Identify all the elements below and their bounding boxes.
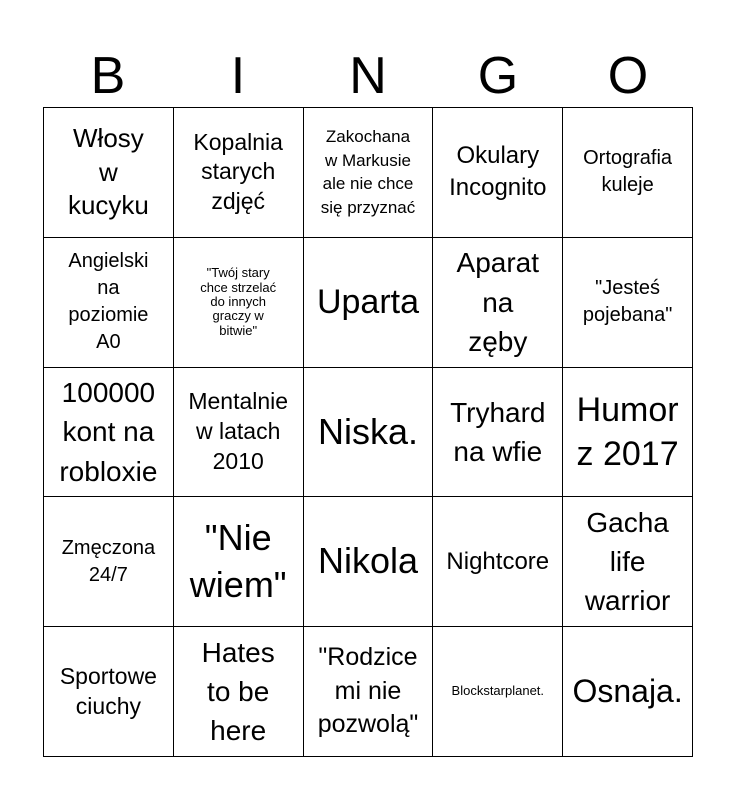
cell-text: Aparat na zęby <box>456 247 540 357</box>
header-letter-g: G <box>477 47 519 105</box>
cell-text: Humor z 2017 <box>576 390 679 473</box>
bingo-cell[interactable] <box>174 497 304 627</box>
bingo-cell[interactable] <box>174 368 304 498</box>
bingo-cell[interactable] <box>304 368 434 498</box>
cell-text: "Nie wiem" <box>189 516 287 605</box>
bingo-cell[interactable] <box>174 627 304 757</box>
cell-text: Nikola <box>317 540 419 582</box>
cell-text: Osnaja. <box>572 673 683 710</box>
bingo-cell[interactable] <box>433 497 563 627</box>
bingo-header <box>43 48 693 104</box>
bingo-cell[interactable] <box>174 108 304 238</box>
cell-text: 100000 kont na robloxie <box>59 377 158 487</box>
cell-text: Hates to be here <box>201 636 275 747</box>
bingo-cell[interactable] <box>563 627 693 757</box>
bingo-cell[interactable] <box>563 497 693 627</box>
bingo-board <box>43 107 693 757</box>
bingo-cell[interactable] <box>44 238 174 368</box>
bingo-cell[interactable] <box>433 627 563 757</box>
bingo-cell[interactable] <box>433 368 563 498</box>
bingo-cell[interactable] <box>563 368 693 498</box>
cell-text: Zmęczona 24/7 <box>61 536 156 586</box>
header-letter-n: N <box>349 47 387 105</box>
cell-text: Nightcore <box>446 547 550 575</box>
cell-text: Gacha life warrior <box>584 507 671 617</box>
bingo-cell[interactable] <box>563 238 693 368</box>
cell-text: Okulary Incognito <box>449 142 547 202</box>
bingo-cell[interactable] <box>44 497 174 627</box>
bingo-cell[interactable] <box>174 238 304 368</box>
cell-text: Ortografia kuleje <box>583 147 673 197</box>
cell-text: Angielski na poziomie A0 <box>68 250 149 354</box>
cell-text: Kopalnia starych zdjęć <box>193 128 283 215</box>
bingo-cell[interactable] <box>433 108 563 238</box>
bingo-cell[interactable] <box>304 108 434 238</box>
cell-text: "Rodzice mi nie pozwolą" <box>317 642 419 739</box>
cell-text: Niska. <box>317 410 418 452</box>
cell-text: Blockstarplanet. <box>451 683 545 699</box>
header-letter-i: I <box>230 47 246 105</box>
bingo-cell[interactable] <box>563 108 693 238</box>
cell-text: Uparta <box>316 283 420 322</box>
cell-text: Tryhard na wfie <box>450 396 546 467</box>
cell-text: "Twój stary chce strzelać do innych graczy w bitwie" <box>200 265 277 338</box>
cell-text: Sportowe ciuchy <box>59 662 157 719</box>
bingo-cell[interactable] <box>44 627 174 757</box>
cell-text: Zakochana w Markusie ale nie chce się przyznać <box>320 126 416 218</box>
bingo-cell[interactable] <box>304 497 434 627</box>
cell-text: Włosy w kucyku <box>67 122 149 221</box>
cell-text: "Jesteś pojebana" <box>582 277 673 327</box>
bingo-cell[interactable] <box>433 238 563 368</box>
bingo-cell[interactable] <box>44 108 174 238</box>
cell-text: Mentalnie w latach 2010 <box>188 388 289 474</box>
bingo-cell[interactable] <box>44 368 174 498</box>
bingo-cell[interactable] <box>304 238 434 368</box>
header-letter-b: B <box>90 47 126 105</box>
header-letter-o: O <box>607 47 649 105</box>
bingo-cell[interactable] <box>304 627 434 757</box>
